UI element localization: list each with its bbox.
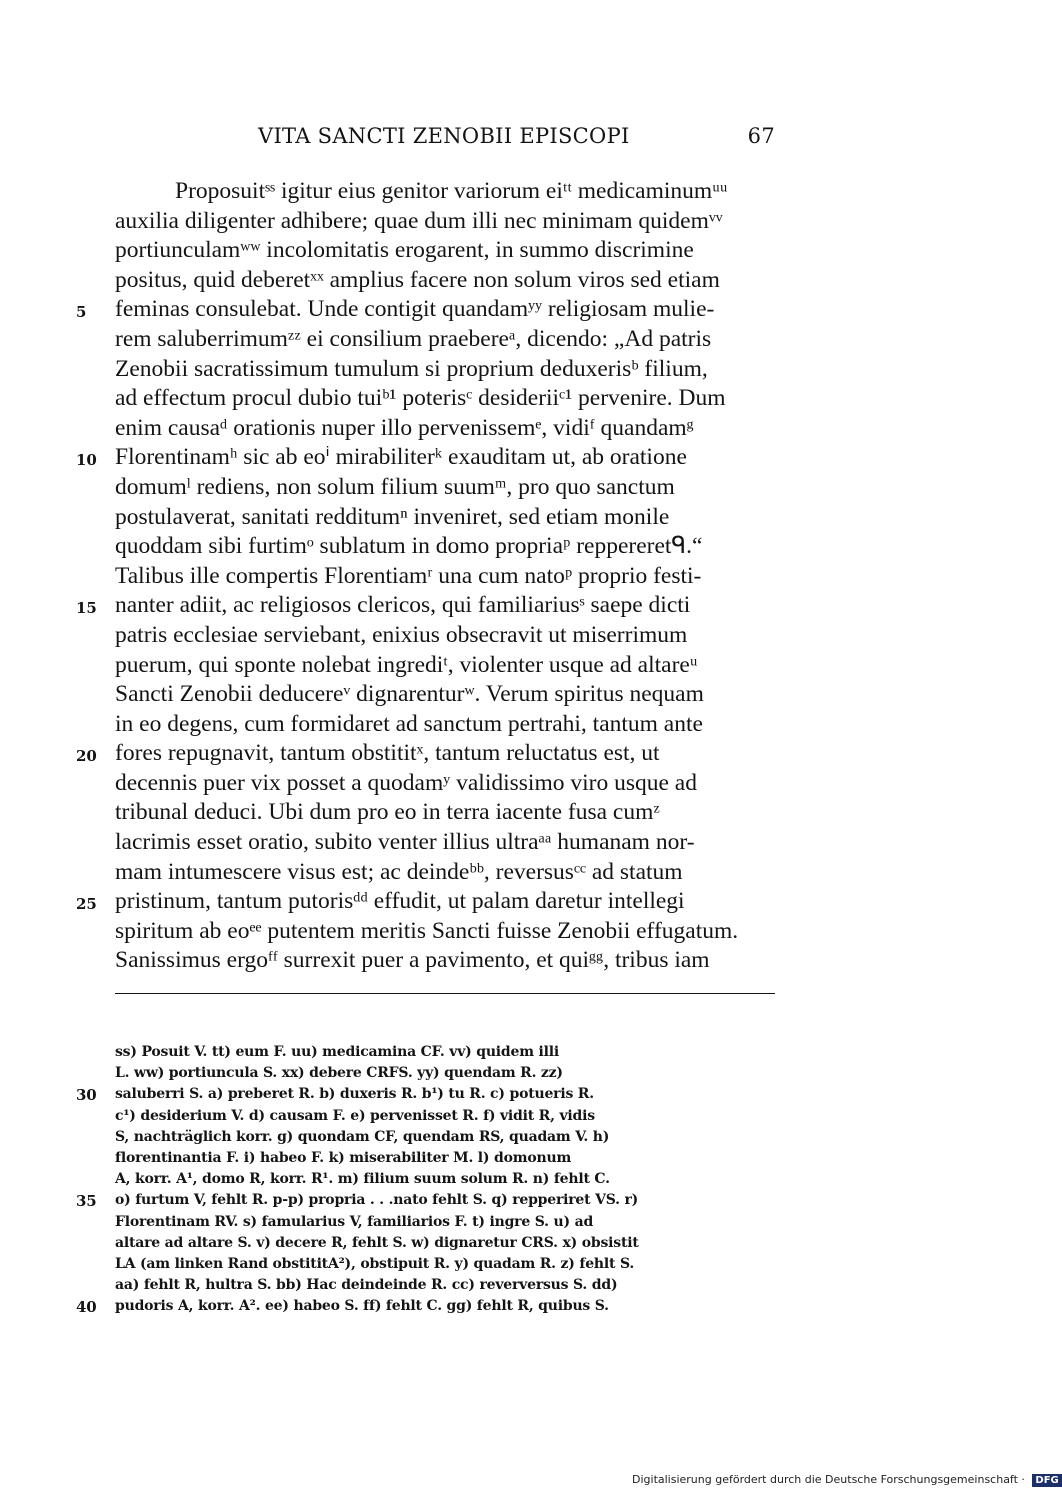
digitization-credit (632, 1473, 1059, 1491)
text-line (115, 473, 775, 503)
line-text: postulaverat, sanitati redditumⁿ inveniret, sed etiam monile (115, 503, 670, 530)
line-text: portiunculamʷʷ incolomitatis erogarent, in summo discrimine (115, 237, 694, 264)
text-line (115, 621, 775, 651)
line-text: pudoris A, korr. A². ee) habeo S. ff) fehlt C. gg) fehlt R, quibus S. (115, 1298, 609, 1315)
line-text: Sancti Zenobii deducereᵛ dignarenturʷ. Verum spiritus nequam (115, 681, 704, 708)
text-line (115, 680, 775, 710)
text-line (115, 651, 775, 681)
line-text: in eo degens, cum formidaret ad sanctum pertrahi, tantum ante (115, 710, 703, 737)
line-text: decennis puer vix posset a quodamʸ validissimo viro usque ad (115, 769, 697, 796)
apparatus-line (115, 1148, 775, 1169)
apparatus-line (76, 1296, 775, 1317)
dfg-logo: DFG (1032, 1474, 1061, 1487)
line-text: auxilia diligenter adhibere; quae dum illi nec minimam quidemᵛᵛ (115, 207, 723, 234)
text-line (115, 710, 775, 740)
line-text: Florentinamʰ sic ab eoⁱ mirabiliterᵏ exauditam ut, ab oratione (115, 444, 687, 471)
critical-apparatus (76, 1042, 775, 1317)
line-text: Florentinam RV. s) famularius V, familiarios F. t) ingre S. u) ad (115, 1213, 594, 1230)
text-line (115, 858, 775, 888)
apparatus-line (115, 1106, 775, 1127)
text-line (115, 917, 775, 947)
apparatus-line (115, 1127, 775, 1148)
text-line (115, 562, 775, 592)
text-line (115, 355, 775, 385)
line-number: 10 (76, 451, 97, 470)
line-text: Zenobii sacratissimum tumulum si proprium deduxerisᵇ filium, (115, 355, 708, 382)
main-text (76, 177, 775, 976)
apparatus-line (76, 1190, 775, 1211)
line-text: fores repugnavit, tantum obstititˣ, tantum reluctatus est, ut (115, 740, 660, 767)
line-text: c¹) desiderium V. d) causam F. e) pervenisset R. f) vidit R, vidis (115, 1107, 595, 1124)
line-text: Proposuitˢˢ igitur eius genitor variorum eiᵗᵗ medicaminumᵘᵘ (175, 178, 728, 204)
line-number: 40 (76, 1298, 97, 1317)
line-text: pristinum, tantum putorisᵈᵈ effudit, ut palam daretur intellegi (115, 888, 685, 915)
line-text: lacrimis esset oratio, subito venter illius ultraᵃᵃ humanam nor- (115, 829, 695, 856)
line-text: Talibus ille compertis Florentiamʳ una cum natoᵖ proprio festi- (115, 562, 702, 589)
text-line (76, 295, 775, 325)
line-number: 35 (76, 1192, 97, 1211)
line-text: altare ad altare S. v) decere R, fehlt S. w) dignaretur CRS. x) obsistit (115, 1234, 639, 1251)
line-text: nanter adiit, ac religiosos clericos, qui familiariusˢ saepe dicti (115, 592, 691, 619)
text-line (115, 503, 775, 533)
text-line (115, 532, 775, 562)
line-text: feminas consulebat. Unde contigit quandamʸʸ religiosam mulie- (115, 296, 715, 323)
line-text: enim causaᵈ orationis nuper illo pervenissemᵉ, vidiᶠ quandamᵍ (115, 414, 694, 441)
line-text: mam intumescere visus est; ac deindeᵇᵇ, reversusᶜᶜ ad statum (115, 858, 683, 885)
running-title: VITA SANCTI ZENOBII EPISCOPI (258, 124, 630, 148)
text-line (115, 266, 775, 296)
credit-text: Digitalisierung gefördert durch die Deutsche Forschungsgemeinschaft · (632, 1473, 1025, 1486)
line-text: LA (am linken Rand obstititA²), obstipuit R. y) quadam R. z) fehlt S. (115, 1255, 635, 1272)
line-text: domumˡ rediens, non solum filium suumᵐ, pro quo sanctum (115, 473, 675, 500)
text-line (115, 414, 775, 444)
text-line (115, 236, 775, 266)
apparatus-line (115, 1233, 775, 1254)
text-line (115, 384, 775, 414)
apparatus-line (115, 1063, 775, 1084)
apparatus-line (115, 1042, 775, 1063)
page-number: 67 (747, 124, 775, 148)
line-text: tribunal deduci. Ubi dum pro eo in terra iacente fusa cumᶻ (115, 799, 660, 826)
apparatus-line (115, 1212, 775, 1233)
apparatus-line (115, 1254, 775, 1275)
line-number: 25 (76, 895, 97, 914)
line-text: aa) fehlt R, hultra S. bb) Hac deindeinde R. cc) reverversus S. dd) (115, 1277, 618, 1294)
line-text: ad effectum procul dubio tuiᵇ¹ poterisᶜ desideriiᶜ¹ pervenire. Dum (115, 385, 726, 412)
line-text: florentinantia F. i) habeo F. k) miserabiliter M. l) domonum (115, 1149, 572, 1166)
text-line (76, 443, 775, 473)
text-line (115, 207, 775, 237)
line-text: L. ww) portiuncula S. xx) debere CRFS. yy) quendam R. zz) (115, 1065, 563, 1082)
text-line (115, 769, 775, 799)
text-line (76, 591, 775, 621)
line-text: A, korr. A¹, domo R, korr. R¹. m) filium suum solum R. n) fehlt C. (115, 1171, 610, 1188)
line-number: 5 (76, 303, 87, 322)
apparatus-line (76, 1084, 775, 1105)
line-text: puerum, qui sponte nolebat ingrediᵗ, violenter usque ad altareᵘ (115, 651, 698, 678)
line-text: quoddam sibi furtimᵒ sublatum in domo propriaᵖ reppereretᑫ.“ (115, 533, 703, 560)
footnote-divider (115, 993, 775, 994)
text-line (115, 177, 775, 207)
text-line (115, 946, 775, 976)
line-text: positus, quid deberetˣˣ amplius facere non solum viros sed etiam (115, 266, 720, 293)
text-line (76, 739, 775, 769)
line-number: 20 (76, 747, 97, 766)
text-line (115, 325, 775, 355)
text-line (76, 887, 775, 917)
line-text: patris ecclesiae serviebant, enixius obsecravit ut miserrimum (115, 621, 688, 648)
line-text: rem saluberrimumᶻᶻ ei consilium praebereᵃ, dicendo: „Ad patris (115, 325, 712, 352)
line-text: spiritum ab eoᵉᵉ putentem meritis Sancti fuisse Zenobii effugatum. (115, 917, 739, 944)
line-number: 15 (76, 599, 97, 618)
text-line (115, 828, 775, 858)
text-line (115, 798, 775, 828)
line-text: o) furtum V, fehlt R. p-p) propria . . .nato fehlt S. q) repperiret VS. r) (115, 1192, 639, 1209)
apparatus-line (115, 1169, 775, 1190)
line-text: S, nachträglich korr. g) quondam CF, quendam RS, quadam V. h) (115, 1128, 610, 1145)
apparatus-line (115, 1275, 775, 1296)
line-number: 30 (76, 1086, 97, 1105)
line-text: saluberri S. a) preberet R. b) duxeris R. b¹) tu R. c) potueris R. (115, 1086, 594, 1103)
line-text: Sanissimus ergoᶠᶠ surrexit puer a pavimento, et quiᵍᵍ, tribus iam (115, 947, 710, 974)
line-text: ss) Posuit V. tt) eum F. uu) medicamina CF. vv) quidem illi (115, 1044, 559, 1060)
